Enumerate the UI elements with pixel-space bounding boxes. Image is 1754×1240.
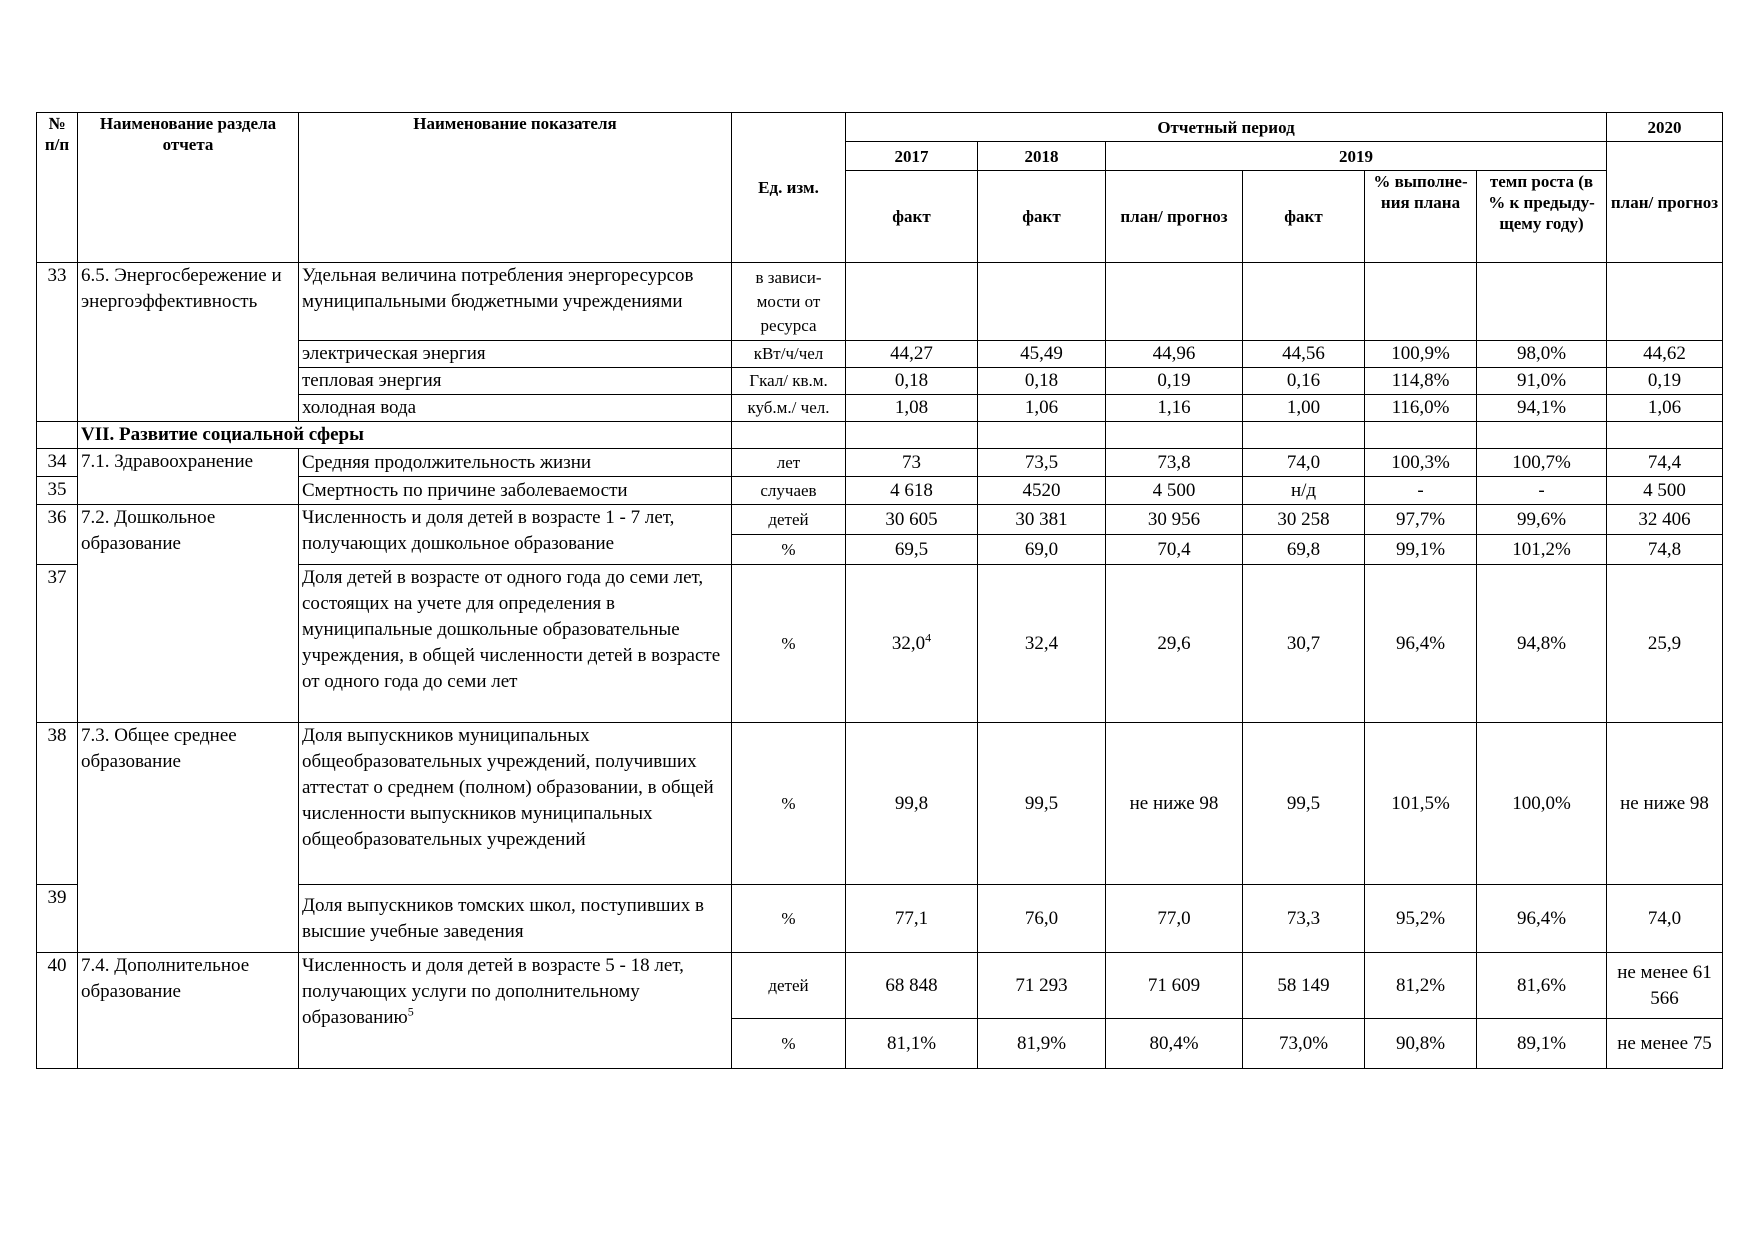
value-growth: 100,0% bbox=[1477, 723, 1607, 885]
value-2019-plan: 44,96 bbox=[1106, 341, 1243, 368]
value-2018-fact: 69,0 bbox=[978, 535, 1106, 565]
value-pct-plan: 95,2% bbox=[1365, 885, 1477, 953]
value-growth: 81,6% bbox=[1477, 953, 1607, 1019]
row-indicator: Доля выпускников муниципальных общеобразовательных учреждений, получивших аттестат о среднем (полном) образовании, в общей численности выпускников муниципальных общеобразовательных учреждений bbox=[299, 723, 732, 885]
header-plan-2020: план/ прогноз bbox=[1607, 142, 1723, 263]
row-num: 34 bbox=[37, 449, 78, 477]
row-indicator: Доля выпускников томских школ, поступивших в высшие учебные заведения bbox=[299, 885, 732, 953]
value-2019-fact: 1,00 bbox=[1243, 395, 1365, 422]
value-pct-plan: 99,1% bbox=[1365, 535, 1477, 565]
row-indicator: Численность и доля детей в возрасте 1 - 7 лет, получающих дошкольное образование bbox=[299, 505, 732, 565]
value-2018-fact: 99,5 bbox=[978, 723, 1106, 885]
row-num: 33 bbox=[37, 263, 78, 422]
header-pct-plan: % выполне-ния плана bbox=[1365, 171, 1477, 263]
value-2017-fact: 68 848 bbox=[846, 953, 978, 1019]
value-2018-fact: 30 381 bbox=[978, 505, 1106, 535]
row-unit: лет bbox=[732, 449, 846, 477]
value-2020-plan: 74,4 bbox=[1607, 449, 1723, 477]
row-indicator: Удельная величина потребления энергоресурсов муниципальными бюджетными учреждениями bbox=[299, 263, 732, 341]
value-2019-plan: 30 956 bbox=[1106, 505, 1243, 535]
row-section: 6.5. Энергосбережение и энергоэффективность bbox=[78, 263, 299, 422]
row-indicator: Доля детей в возрасте от одного года до семи лет, состоящих на учете для определения в муниципальные дошкольные образовательные учреждения, в общей численности детей в возрасте от одного года до семи лет bbox=[299, 565, 732, 723]
row-unit: % bbox=[732, 885, 846, 953]
value-2020-plan: 32 406 bbox=[1607, 505, 1723, 535]
value-2020-plan: 74,0 bbox=[1607, 885, 1723, 953]
row-num: 39 bbox=[37, 885, 78, 953]
row-unit: детей bbox=[732, 953, 846, 1019]
row-unit: случаев bbox=[732, 477, 846, 505]
value-growth: 101,2% bbox=[1477, 535, 1607, 565]
header-period: Отчетный период bbox=[846, 113, 1607, 142]
value-pct-plan: 116,0% bbox=[1365, 395, 1477, 422]
report-table bbox=[36, 112, 1723, 1069]
value-2019-fact: 30 258 bbox=[1243, 505, 1365, 535]
header-fact-2018: факт bbox=[978, 171, 1106, 263]
row-indicator: холодная вода bbox=[299, 395, 732, 422]
row-indicator: Смертность по причине заболеваемости bbox=[299, 477, 732, 505]
value-2019-fact: 30,7 bbox=[1243, 565, 1365, 723]
row-section: 7.1. Здравоохранение bbox=[78, 449, 299, 505]
value-2020-plan: не менее 61 566 bbox=[1607, 953, 1723, 1019]
header-indicator: Наименование показателя bbox=[299, 113, 732, 263]
row-section: 7.4. Дополнительное образование bbox=[78, 953, 299, 1069]
row-indicator bbox=[299, 953, 732, 1069]
value-pct-plan: 81,2% bbox=[1365, 953, 1477, 1019]
header-growth: темп роста (в % к предыду-щему году) bbox=[1477, 171, 1607, 263]
value-2018-fact: 73,5 bbox=[978, 449, 1106, 477]
value-2019-fact: 73,3 bbox=[1243, 885, 1365, 953]
value-pct-plan: 96,4% bbox=[1365, 565, 1477, 723]
value-2019-plan: не ниже 98 bbox=[1106, 723, 1243, 885]
value-2018-fact: 1,06 bbox=[978, 395, 1106, 422]
value-2019-fact: н/д bbox=[1243, 477, 1365, 505]
header-fact-2017: факт bbox=[846, 171, 978, 263]
value-2020-plan: 44,62 bbox=[1607, 341, 1723, 368]
value-2018-fact: 4520 bbox=[978, 477, 1106, 505]
header-year-2020: 2020 bbox=[1607, 113, 1723, 142]
value-pct-plan: 90,8% bbox=[1365, 1019, 1477, 1069]
value-2019-plan: 77,0 bbox=[1106, 885, 1243, 953]
header-year-2017: 2017 bbox=[846, 142, 978, 171]
value-pct-plan: 100,9% bbox=[1365, 341, 1477, 368]
header-section: Наименование раздела отчета bbox=[78, 113, 299, 263]
header-unit: Ед. изм. bbox=[732, 113, 846, 263]
value-growth: 98,0% bbox=[1477, 341, 1607, 368]
value-2017-fact: 44,27 bbox=[846, 341, 978, 368]
header-fact-2019: факт bbox=[1243, 171, 1365, 263]
value-2017-fact: 0,18 bbox=[846, 368, 978, 395]
row-indicator: электрическая энергия bbox=[299, 341, 732, 368]
value-2019-plan: 4 500 bbox=[1106, 477, 1243, 505]
value-2020-plan: 74,8 bbox=[1607, 535, 1723, 565]
value-growth: 99,6% bbox=[1477, 505, 1607, 535]
value-2018-fact: 76,0 bbox=[978, 885, 1106, 953]
row-indicator: тепловая энергия bbox=[299, 368, 732, 395]
value-2017-fact: 99,8 bbox=[846, 723, 978, 885]
value-growth: 100,7% bbox=[1477, 449, 1607, 477]
row-unit: % bbox=[732, 723, 846, 885]
row-num: 37 bbox=[37, 565, 78, 723]
value-2019-plan: 70,4 bbox=[1106, 535, 1243, 565]
value-2019-fact: 73,0% bbox=[1243, 1019, 1365, 1069]
section-title: VII. Развитие социальной сферы bbox=[78, 422, 732, 449]
value-growth: 94,1% bbox=[1477, 395, 1607, 422]
value-2019-plan: 0,19 bbox=[1106, 368, 1243, 395]
value-2020-plan: 1,06 bbox=[1607, 395, 1723, 422]
value-2018-fact: 32,4 bbox=[978, 565, 1106, 723]
row-unit: в зависи-мости от ресурса bbox=[732, 263, 846, 341]
value-pct-plan: - bbox=[1365, 477, 1477, 505]
row-unit: Гкал/ кв.м. bbox=[732, 368, 846, 395]
value-pct-plan: 100,3% bbox=[1365, 449, 1477, 477]
value-2017-fact: 1,08 bbox=[846, 395, 978, 422]
value-growth: 96,4% bbox=[1477, 885, 1607, 953]
header-year-2018: 2018 bbox=[978, 142, 1106, 171]
value-2018-fact: 81,9% bbox=[978, 1019, 1106, 1069]
value-text: 32,0 bbox=[891, 632, 926, 654]
value-2017-fact: 73 bbox=[846, 449, 978, 477]
value-pct-plan: 114,8% bbox=[1365, 368, 1477, 395]
value-2017-fact: 69,5 bbox=[846, 535, 978, 565]
value-2018-fact: 0,18 bbox=[978, 368, 1106, 395]
value-2019-fact: 0,16 bbox=[1243, 368, 1365, 395]
value-growth: - bbox=[1477, 477, 1607, 505]
value-growth: 91,0% bbox=[1477, 368, 1607, 395]
row-unit: кВт/ч/чел bbox=[732, 341, 846, 368]
footnote-mark: 4 bbox=[925, 630, 932, 645]
value-pct-plan: 97,7% bbox=[1365, 505, 1477, 535]
value-2017-fact: 30 605 bbox=[846, 505, 978, 535]
row-indicator: Средняя продолжительность жизни bbox=[299, 449, 732, 477]
value-2019-fact: 44,56 bbox=[1243, 341, 1365, 368]
value-2019-plan: 73,8 bbox=[1106, 449, 1243, 477]
row-num: 40 bbox=[37, 953, 78, 1069]
row-num: 35 bbox=[37, 477, 78, 505]
row-unit: % bbox=[732, 535, 846, 565]
value-2020-plan: 4 500 bbox=[1607, 477, 1723, 505]
value-2020-plan: 0,19 bbox=[1607, 368, 1723, 395]
value-2019-plan: 29,6 bbox=[1106, 565, 1243, 723]
row-section: 7.3. Общее среднее образование bbox=[78, 723, 299, 953]
value-2019-plan: 80,4% bbox=[1106, 1019, 1243, 1069]
value-growth: 89,1% bbox=[1477, 1019, 1607, 1069]
value-2019-fact: 58 149 bbox=[1243, 953, 1365, 1019]
footnote-mark: 5 bbox=[407, 1004, 414, 1019]
row-num: 36 bbox=[37, 505, 78, 565]
value-2019-fact: 69,8 bbox=[1243, 535, 1365, 565]
row-unit: % bbox=[732, 1019, 846, 1069]
row-num: 38 bbox=[37, 723, 78, 885]
header-plan-2019: план/ прогноз bbox=[1106, 171, 1243, 263]
value-2020-plan: не ниже 98 bbox=[1607, 723, 1723, 885]
value-growth: 94,8% bbox=[1477, 565, 1607, 723]
value-2019-plan: 1,16 bbox=[1106, 395, 1243, 422]
row-unit: детей bbox=[732, 505, 846, 535]
value-2017-fact: 81,1% bbox=[846, 1019, 978, 1069]
value-2020-plan: 25,9 bbox=[1607, 565, 1723, 723]
indicator-text: Численность и доля детей в возрасте 5 - 18 лет, получающих услуги по дополнительному образованию bbox=[302, 955, 684, 1028]
value-2017-fact: 4 618 bbox=[846, 477, 978, 505]
value-2019-fact: 99,5 bbox=[1243, 723, 1365, 885]
value-2017-fact bbox=[846, 565, 978, 723]
header-year-2019: 2019 bbox=[1106, 142, 1607, 171]
value-pct-plan: 101,5% bbox=[1365, 723, 1477, 885]
row-unit: куб.м./ чел. bbox=[732, 395, 846, 422]
header-num: № п/п bbox=[37, 113, 78, 263]
value-2020-plan: не менее 75 bbox=[1607, 1019, 1723, 1069]
value-2019-plan: 71 609 bbox=[1106, 953, 1243, 1019]
row-section: 7.2. Дошкольное образование bbox=[78, 505, 299, 723]
value-2019-fact: 74,0 bbox=[1243, 449, 1365, 477]
value-2018-fact: 45,49 bbox=[978, 341, 1106, 368]
value-2017-fact: 77,1 bbox=[846, 885, 978, 953]
row-unit: % bbox=[732, 565, 846, 723]
value-2018-fact: 71 293 bbox=[978, 953, 1106, 1019]
